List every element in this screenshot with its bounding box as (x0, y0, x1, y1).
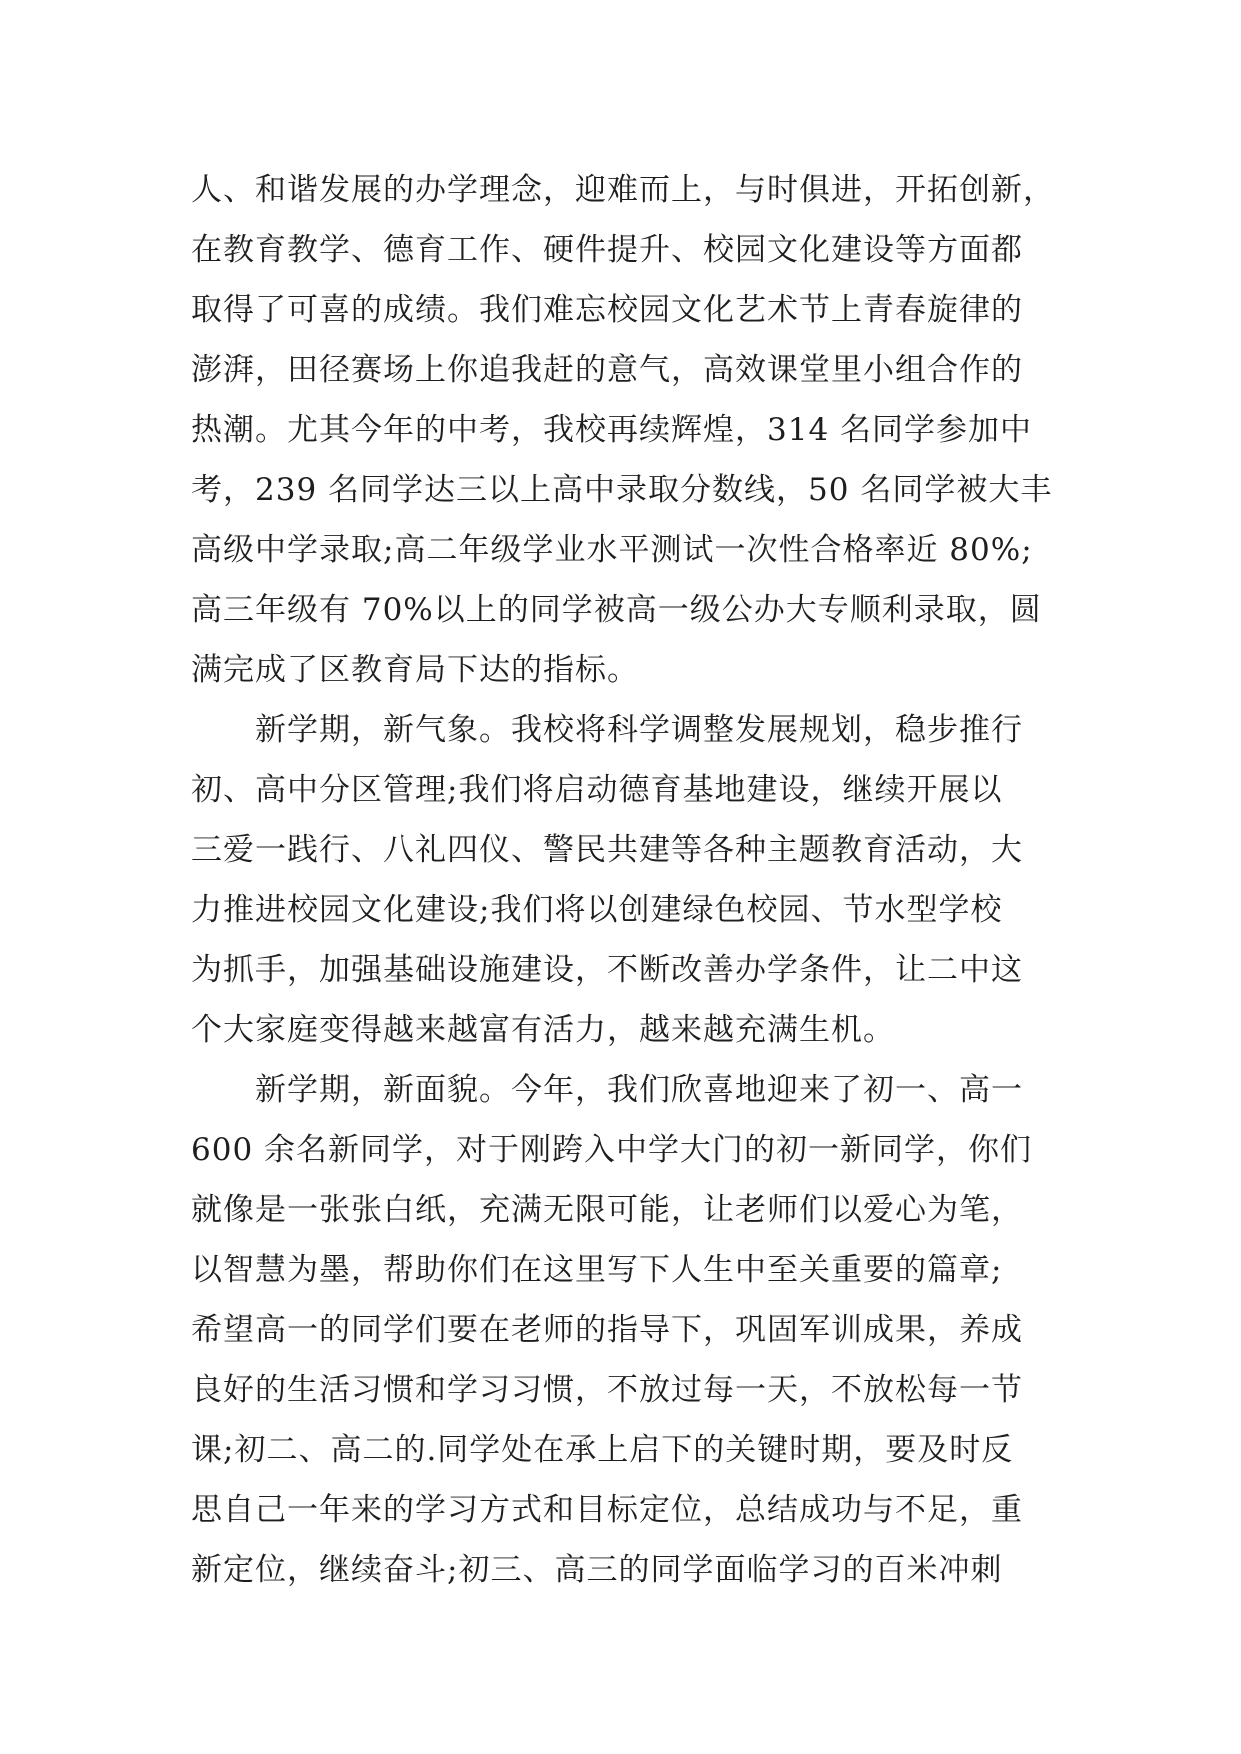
text-line: 希望高一的同学们要在老师的指导下，巩固军训成果，养成 (191, 1312, 1023, 1348)
text-line: 力推进校园文化建设;我们将以创建绿色校园、节水型学校 (191, 892, 1003, 928)
text-line: 课;初二、高二的.同学处在承上启下的关键时期，要及时反 (191, 1432, 1014, 1468)
text-line: 新学期，新面貌。今年，我们欣喜地迎来了初一、高一 (255, 1072, 1023, 1108)
text-line: 良好的生活习惯和学习习惯，不放过每一天，不放松每一节 (191, 1372, 1023, 1408)
body-text (191, 160, 1061, 1600)
text-line: 思自己一年来的学习方式和目标定位，总结成功与不足，重 (191, 1492, 1023, 1528)
text-line: 高三年级有 70%以上的同学被高一级公办大专顺利录取，圆 (191, 592, 1042, 628)
text-line: 个大家庭变得越来越富有活力，越来越充满生机。 (191, 1012, 895, 1048)
text-line: 人、和谐发展的办学理念，迎难而上，与时俱进，开拓创新， (191, 172, 1055, 208)
text-line: 澎湃，田径赛场上你追我赶的意气，高效课堂里小组合作的 (191, 352, 1023, 388)
text-line: 600 余名新同学，对于刚跨入中学大门的初一新同学，你们 (191, 1132, 1033, 1168)
text-line: 为抓手，加强基础设施建设，不断改善办学条件，让二中这 (191, 952, 1023, 988)
text-line: 就像是一张张白纸，充满无限可能，让老师们以爱心为笔， (191, 1192, 1023, 1228)
text-line: 高级中学录取;高二年级学业水平测试一次性合格率近 80%; (191, 532, 1033, 568)
text-line: 以智慧为墨，帮助你们在这里写下人生中至关重要的篇章; (191, 1252, 1003, 1288)
text-line: 在教育教学、德育工作、硬件提升、校园文化建设等方面都 (191, 232, 1023, 268)
text-line: 热潮。尤其今年的中考，我校再续辉煌，314 名同学参加中 (191, 412, 1033, 448)
text-line: 初、高中分区管理;我们将启动德育基地建设，继续开展以 (191, 772, 1003, 808)
text-line: 考，239 名同学达三以上高中录取分数线，50 名同学被大丰 (191, 472, 1053, 508)
text-line: 新学期，新气象。我校将科学调整发展规划，稳步推行 (255, 712, 1023, 748)
text-line: 满完成了区教育局下达的指标。 (191, 652, 639, 688)
text-line: 新定位，继续奋斗;初三、高三的同学面临学习的百米冲刺 (191, 1552, 1003, 1588)
text-line: 取得了可喜的成绩。我们难忘校园文化艺术节上青春旋律的 (191, 292, 1023, 328)
text-line: 三爱一践行、八礼四仪、警民共建等各种主题教育活动，大 (191, 832, 1023, 868)
